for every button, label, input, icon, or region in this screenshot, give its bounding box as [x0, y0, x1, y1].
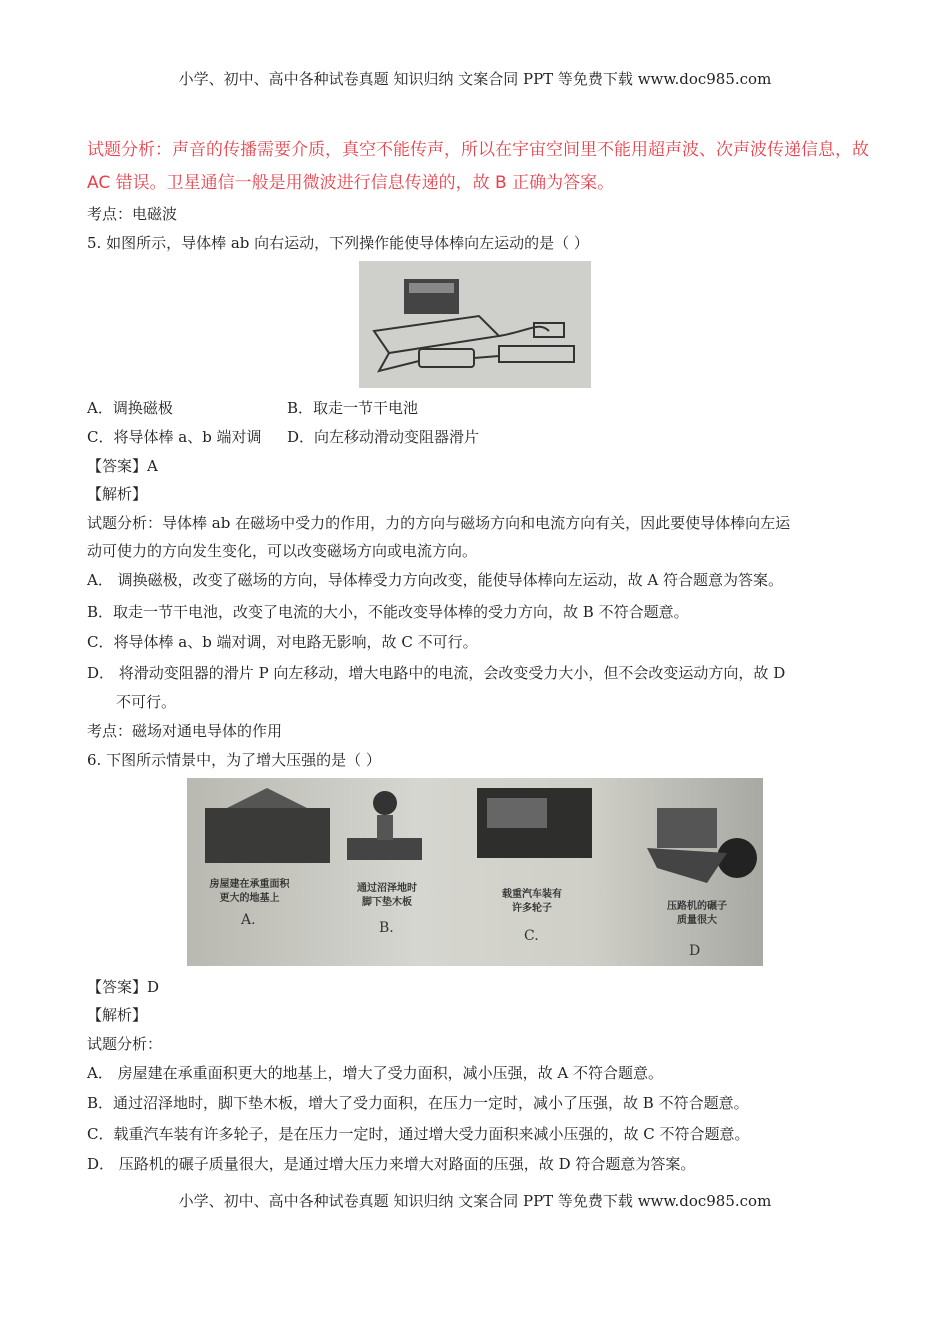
caption-d: 压路机的碾子 质量很大	[667, 901, 727, 926]
q5-analysis-c: C．将导体棒 a、b 端对调，对电路无影响，故 C 不可行。	[87, 633, 478, 651]
q5-question: 5. 如图所示，导体棒 ab 向右运动，下列操作能使导体棒向左运动的是（ ）	[87, 234, 589, 252]
label-c: C.	[524, 928, 539, 944]
caption-a: 房屋建在承重面积 更大的地基上	[209, 879, 290, 904]
q5-option-d: D．向左移动滑动变阻器滑片	[287, 428, 480, 446]
page-footer: 小学、初中、高中各种试卷真题 知识归纳 文案合同 PPT 等免费下载 www.doc985.com	[178, 1192, 772, 1210]
scene-illustrations-icon	[187, 778, 763, 966]
label-b: B.	[379, 920, 394, 936]
q5-analysis-d1: D． 将滑动变阻器的滑片 P 向左移动，增大电路中的电流，会改变受力大小，但不会改变运动方向，故 D	[87, 664, 786, 682]
q5-analysis-b: B．取走一节干电池，改变了电流的大小，不能改变导体棒的受力方向，故 B 不符合题意。	[87, 603, 689, 621]
q5-analysis-a: A． 调换磁极，改变了磁场的方向，导体棒受力方向改变，能使导体棒向左运动，故 A 符合题意为答案。	[87, 571, 783, 589]
q5-analysis-1: 试题分析：导体棒 ab 在磁场中受力的作用，力的方向与磁场方向和电流方向有关，因此要使导体棒向左运	[87, 514, 791, 532]
q5-answer: 【答案】A	[87, 457, 158, 475]
q5-option-b: B．取走一节干电池	[287, 399, 419, 417]
q5-option-c: C．将导体棒 a、b 端对调	[87, 428, 262, 446]
q4-kaodian: 考点：电磁波	[87, 205, 178, 223]
circuit-diagram-icon	[359, 261, 591, 388]
page-header: 小学、初中、高中各种试卷真题 知识归纳 文案合同 PPT 等免费下载 www.doc985.com	[178, 70, 772, 88]
q5-jiexi: 【解析】	[87, 485, 148, 503]
q6-analysis-head: 试题分析：	[87, 1035, 163, 1053]
q6-analysis-b: B．通过沼泽地时，脚下垫木板，增大了受力面积，在压力一定时，减小了压强，故 B 不符合题意。	[87, 1094, 749, 1112]
caption-b: 通过沼泽地时 脚下垫木板	[357, 883, 417, 908]
label-d: D	[689, 943, 701, 959]
q6-analysis-c: C．载重汽车装有许多轮子，是在压力一定时，通过增大受力面积来减小压强的，故 C 不符合题意。	[87, 1125, 750, 1143]
q6-answer: 【答案】D	[87, 978, 160, 996]
q5-option-a: A．调换磁极	[87, 399, 173, 417]
q6-analysis-d: D． 压路机的碾子质量很大，是通过增大压力来增大对路面的压强，故 D 符合题意为答案。	[87, 1155, 696, 1173]
q6-pressure-image	[187, 778, 763, 966]
q5-circuit-image	[359, 261, 591, 388]
q5-analysis-d2: 不可行。	[116, 693, 177, 711]
q4-analysis-line-2: AC 错误。卫星通信一般是用微波进行信息传递的，故 B 正确为答案。	[87, 173, 615, 193]
q6-jiexi: 【解析】	[87, 1006, 148, 1024]
q5-kaodian: 考点：磁场对通电导体的作用	[87, 722, 283, 740]
q5-analysis-2: 动可使力的方向发生变化，可以改变磁场方向或电流方向。	[87, 542, 478, 560]
q6-question: 6. 下图所示情景中，为了增大压强的是（ ）	[87, 751, 381, 769]
caption-c: 载重汽车装有 许多轮子	[502, 889, 562, 914]
label-a: A.	[241, 912, 256, 928]
q4-analysis-line-1: 试题分析：声音的传播需要介质，真空不能传声，所以在宇宙空间里不能用超声波、次声波传递信息，故	[87, 140, 869, 160]
q6-analysis-a: A． 房屋建在承重面积更大的地基上，增大了受力面积，减小压强，故 A 不符合题意。	[87, 1064, 663, 1082]
